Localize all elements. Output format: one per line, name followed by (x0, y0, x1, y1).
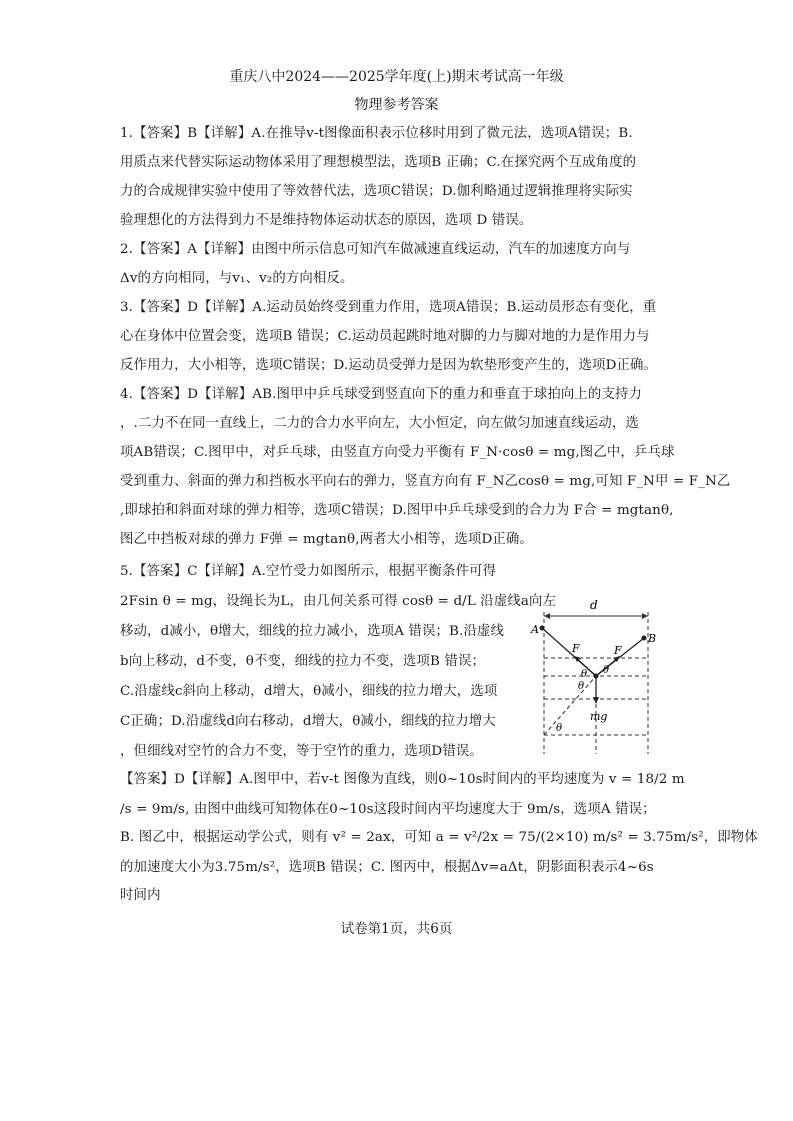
text-line: 图乙中挡板对球的弹力 F弹 = mgtanθ,两者大小相等，选项D正确。 (120, 532, 533, 547)
text-line: C.沿虚线c斜向上移动，d增大，θ减小，细线的拉力增大，选项 (120, 684, 498, 699)
text-line: 用质点来代替实际运动物体采用了理想模型法，选项B 正确；C.在探究两个互成角度的 (120, 155, 637, 170)
label-theta: θ (603, 665, 610, 676)
text-line: 4.【答案】D【详解】AB.图甲中乒乓球受到竖直向下的重力和垂直于球拍向上的支持力 (120, 387, 643, 402)
text-line: B. 图乙中，根据运动学公式，则有 v² = 2ax，可知 a = v²/2x = 75/(2×10) m/s² = 3.75m/s²，即物体 (120, 830, 758, 845)
text-line: 的加速度大小为3.75m/s²，选项B 错误；C. 图丙中，根据Δv=aΔt，阴影面积表示4~6s (120, 860, 654, 875)
label-mg: mg (590, 710, 608, 723)
text-line: 5.【答案】C【详解】A.空竹受力如图所示，根据平衡条件可得 (120, 564, 497, 579)
label-theta: θ (578, 681, 585, 692)
label-theta: θ (556, 723, 563, 734)
text-line: /s = 9m/s, 由图中曲线可知物体在0~10s这段时间内平均速度大于 9m/s，选项A 错误； (120, 802, 656, 817)
text-line: 1.【答案】B【详解】A.在推导v-t图像面积表示位移时用到了微元法，选项A错误；B. (120, 126, 633, 141)
text-line: ，但细线对空竹的合力不变，等于空竹的重力，选项D错误。 (120, 744, 483, 759)
text-line: Δv的方向相同，与v₁、v₂的方向相反。 (120, 271, 354, 286)
text-line: 验理想化的方法得到力不是维持物体运动状态的原因，选项 D 错误。 (120, 213, 533, 228)
text-line: 3.【答案】D【详解】A.运动员始终受到重力作用，选项A错误；B.运动员形态有变化，重 (120, 300, 657, 315)
text-line: 力的合成规律实验中使用了等效替代法，选项C错误；D.伽利略通过逻辑推理将实际实 (120, 184, 633, 199)
page-footer: 试卷第1页，共6页 (340, 921, 453, 937)
page-title: 重庆八中2024——2025学年度(上)期末考试高一年级 (229, 69, 564, 85)
text-line: b向上移动，d不变，θ不变，细线的拉力不变，选项B 错误； (120, 654, 486, 669)
text-line: ，.二力不在同一直线上，二力的合力水平向左，大小恒定，向左做匀加速直线运动，选 (120, 416, 639, 431)
text-line: 反作用力，大小相等，选项C错误；D.运动员受弹力是因为软垫形变产生的，选项D正确。 (120, 358, 658, 373)
label-theta: θ (581, 669, 588, 680)
label-f-left: F (572, 642, 580, 655)
text-line: 项AB错误；C.图甲中，对乒乓球，由竖直方向受力平衡有 F_N·cosθ = mg,图乙中，乒乓球 (120, 445, 675, 460)
text-line: 时间内 (120, 888, 161, 903)
label-f-right: F (614, 644, 622, 657)
label-b: B (648, 632, 657, 645)
text-line: ,即球拍和斜面对球的弹力相等，选项C错误；D.图甲中乒乓球受到的合力为 F合 = mgtanθ, (120, 503, 674, 518)
text-line: C正确；D.沿虚线d向右移动，d增大，θ减小，细线的拉力增大 (120, 714, 496, 729)
text-line: 【答案】D【详解】A.图甲中，若v-t 图像为直线，则0~10s时间内的平均速度为 v = 18/2 m (120, 772, 685, 787)
text-line: 2.【答案】A【详解】由图中所示信息可知汽车做减速直线运动，汽车的加速度方向与 (120, 242, 631, 257)
force-diagram (526, 592, 676, 757)
page-subtitle: 物理参考答案 (354, 97, 439, 113)
label-a: A (531, 623, 539, 636)
text-line: 移动，d减小，θ增大，细线的拉力减小，选项A 错误；B.沿虚线 (120, 624, 505, 639)
label-d: d (590, 598, 598, 612)
text-line: 2Fsin θ = mg，设绳长为L，由几何关系可得 cosθ = d/L 沿虚线a向左 (120, 594, 557, 609)
text-line: 受到重力、斜面的弹力和挡板水平向右的弹力，竖直方向有 F_N乙cosθ = mg,可知 F_N甲 = F_N乙 (120, 474, 731, 489)
text-line: 心在身体中位置会变，选项B 错误；C.运动员起跳时地对脚的力与脚对地的力是作用力与 (120, 329, 650, 344)
